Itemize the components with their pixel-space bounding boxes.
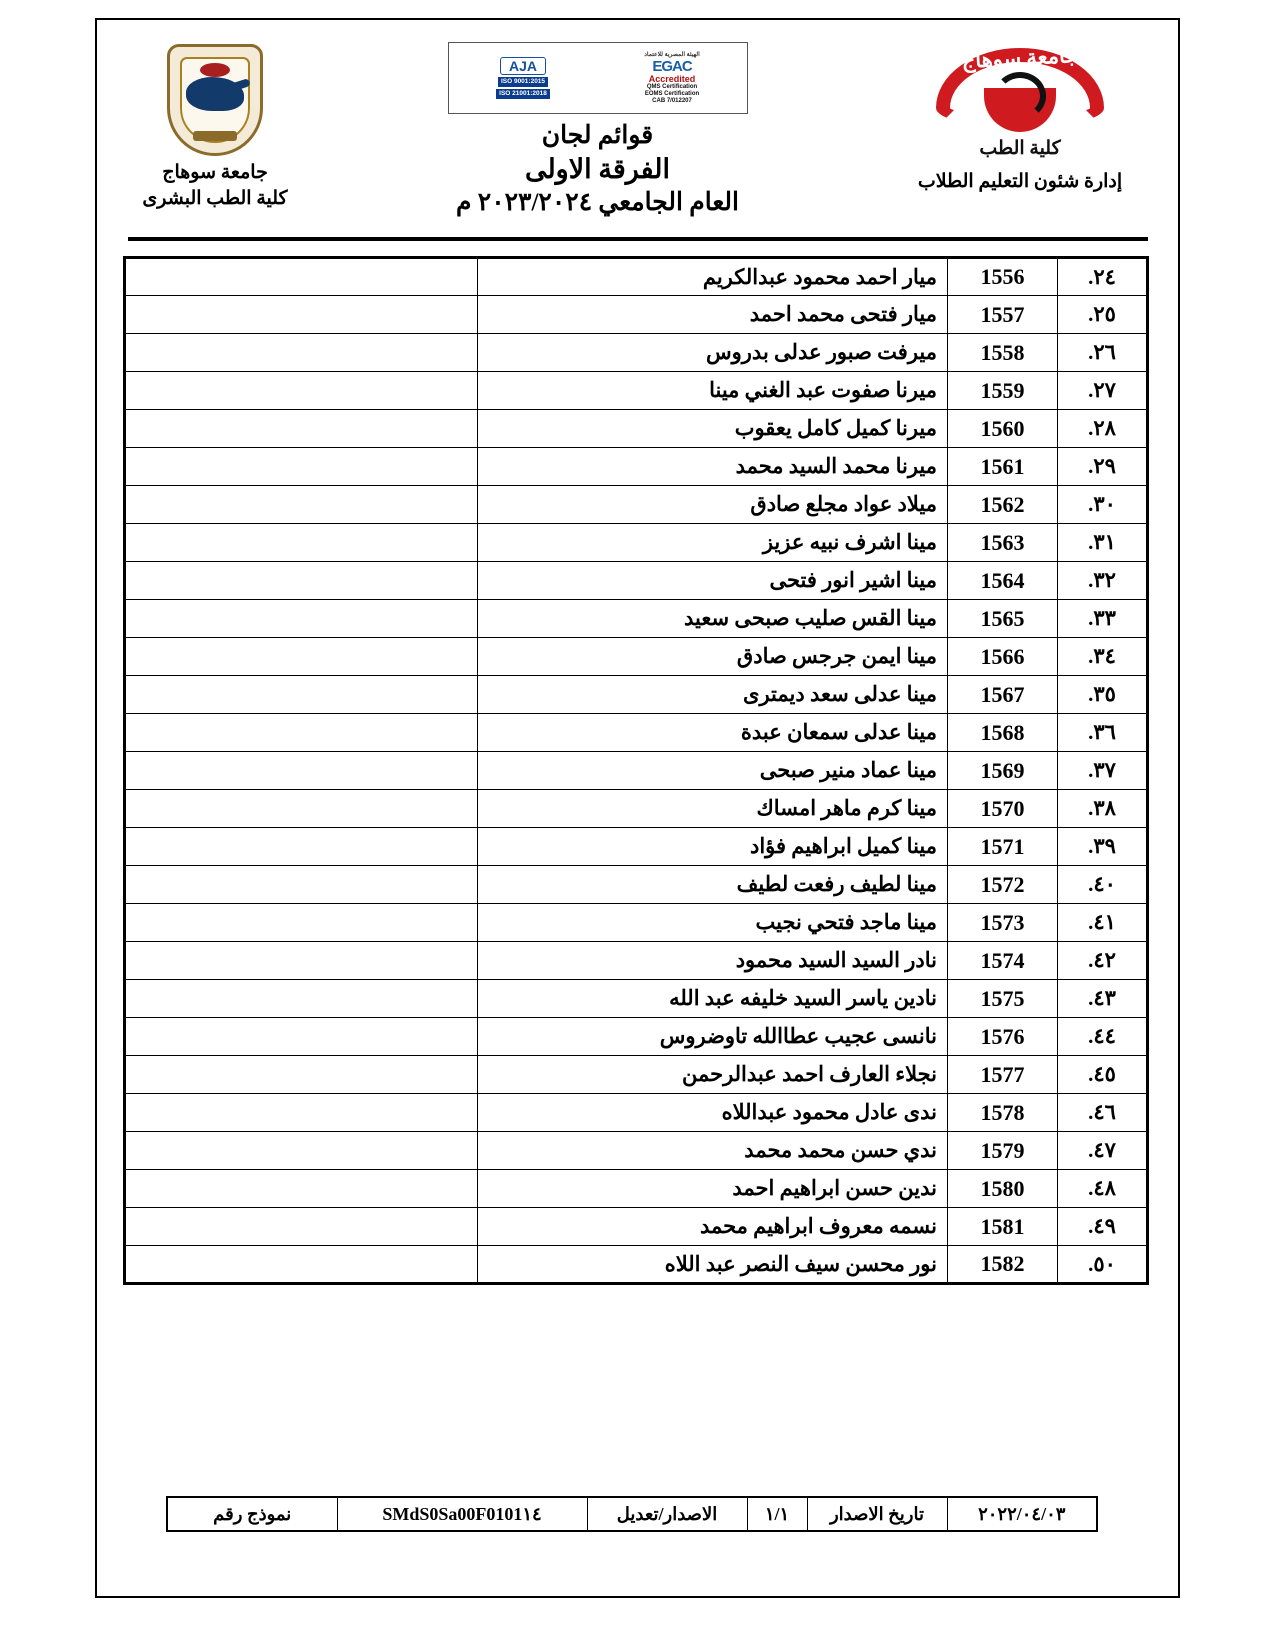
footer-table [166,1496,1098,1532]
row-index: ٣٠. [1058,486,1148,524]
university-identity [110,40,320,212]
row-number: 1566 [948,638,1058,676]
row-number: 1575 [948,980,1058,1018]
row-index: ٣٤. [1058,638,1148,676]
form-code: SMdS0Sa00F0101١٤ [337,1497,587,1531]
row-signature-cell [125,486,478,524]
row-signature-cell [125,562,478,600]
table-row [125,828,1148,866]
row-index: ٤٩. [1058,1208,1148,1246]
table-row [125,1170,1148,1208]
row-signature-cell [125,258,478,296]
row-number: 1562 [948,486,1058,524]
row-signature-cell [125,752,478,790]
row-signature-cell [125,942,478,980]
row-number: 1561 [948,448,1058,486]
row-index: ٤٢. [1058,942,1148,980]
row-index: ٣٦. [1058,714,1148,752]
issue-date-label: تاريخ الاصدار [807,1497,947,1531]
row-number: 1574 [948,942,1058,980]
row-student-name: مينا اشير انور فتحى [478,562,948,600]
egac-logo-icon: الهيئة المصرية للاعتماد EGAC Accredited QMS Certification EOMS Certification CAB 7/012207 [644,52,700,104]
table-row [125,790,1148,828]
faculty-logo-icon [930,44,1110,164]
table-row [125,296,1148,334]
form-number-label: نموذج رقم [167,1497,337,1531]
row-number: 1582 [948,1246,1058,1284]
table-row [125,334,1148,372]
row-student-name: ندين حسن ابراهيم احمد [478,1170,948,1208]
row-student-name: مينا القس صليب صبحى سعيد [478,600,948,638]
row-index: ٤٨. [1058,1170,1148,1208]
row-signature-cell [125,334,478,372]
row-index: ٣٣. [1058,600,1148,638]
row-student-name: مينا اشرف نبيه عزيز [478,524,948,562]
row-student-name: ميلاد عواد مجلع صادق [478,486,948,524]
title-line-3: العام الجامعي ٢٠٢٣/٢٠٢٤ م [456,189,739,216]
row-index: ٤٦. [1058,1094,1148,1132]
row-index: ٣٧. [1058,752,1148,790]
row-student-name: نادين ياسر السيد خليفه عبد الله [478,980,948,1018]
table-row [125,714,1148,752]
row-student-name: نسمه معروف ابراهيم محمد [478,1208,948,1246]
row-student-name: مينا ايمن جرجس صادق [478,638,948,676]
table-row [125,942,1148,980]
row-index: ٣٨. [1058,790,1148,828]
document-footer [168,1496,1098,1532]
row-student-name: ميار فتحى محمد احمد [478,296,948,334]
row-number: 1579 [948,1132,1058,1170]
faculty-name: كلية الطب البشرى [142,188,288,209]
table-row [125,1018,1148,1056]
row-index: ٤٥. [1058,1056,1148,1094]
title-line-1: قوائم لجان [541,122,654,149]
row-number: 1563 [948,524,1058,562]
table-row [125,524,1148,562]
row-signature-cell [125,600,478,638]
row-number: 1568 [948,714,1058,752]
table-row [125,258,1148,296]
row-index: ٤٤. [1058,1018,1148,1056]
table-row [125,600,1148,638]
row-signature-cell [125,296,478,334]
row-signature-cell [125,980,478,1018]
table-row [125,1208,1148,1246]
revision-value: ١/١ [747,1497,807,1531]
row-student-name: مينا عدلى سمعان عبدة [478,714,948,752]
row-student-name: نجلاء العارف احمد عبدالرحمن [478,1056,948,1094]
row-signature-cell [125,524,478,562]
table-row [125,1132,1148,1170]
row-index: ٢٩. [1058,448,1148,486]
students-table-container [126,256,1149,1285]
table-row [125,372,1148,410]
row-signature-cell [125,1094,478,1132]
row-number: 1581 [948,1208,1058,1246]
table-row [125,866,1148,904]
university-name: جامعة سوهاج [162,162,268,183]
title-area [338,40,858,220]
row-index: ٢٥. [1058,296,1148,334]
row-signature-cell [125,638,478,676]
students-table-body [125,258,1148,1284]
admin-department-label: إدارة شئون التعليم الطلاب [917,171,1123,192]
table-row [125,904,1148,942]
row-number: 1558 [948,334,1058,372]
row-index: ٣٢. [1058,562,1148,600]
row-index: ٢٨. [1058,410,1148,448]
table-row [125,486,1148,524]
faculty-identity [875,40,1165,193]
row-index: ٤١. [1058,904,1148,942]
row-number: 1571 [948,828,1058,866]
row-index: ٢٧. [1058,372,1148,410]
university-crest-icon [167,44,263,156]
row-student-name: نور محسن سيف النصر عبد اللاه [478,1246,948,1284]
table-row [125,676,1148,714]
table-row [125,980,1148,1018]
row-number: 1560 [948,410,1058,448]
row-signature-cell [125,448,478,486]
row-index: ٤٧. [1058,1132,1148,1170]
row-student-name: ميرنا محمد السيد محمد [478,448,948,486]
revision-label: الاصدار/تعديل [587,1497,747,1531]
row-number: 1569 [948,752,1058,790]
row-index: ٥٠. [1058,1246,1148,1284]
row-number: 1564 [948,562,1058,600]
row-index: ٣٩. [1058,828,1148,866]
row-student-name: مينا كرم ماهر امساك [478,790,948,828]
row-student-name: نادر السيد السيد محمود [478,942,948,980]
table-row [125,448,1148,486]
row-student-name: نانسى عجيب عطاالله تاوضروس [478,1018,948,1056]
row-number: 1570 [948,790,1058,828]
faculty-logo-bottom-text: كلية الطب [979,138,1061,159]
row-signature-cell [125,790,478,828]
row-signature-cell [125,1132,478,1170]
row-signature-cell [125,1208,478,1246]
row-index: ٣٥. [1058,676,1148,714]
row-signature-cell [125,676,478,714]
faculty-logo-top-text: جامعة سوهاج [961,42,1079,74]
table-row [125,638,1148,676]
row-student-name: ميرفت صبور عدلى بدروس [478,334,948,372]
row-signature-cell [125,904,478,942]
table-row [125,1094,1148,1132]
header-divider [128,237,1148,241]
row-student-name: ميرنا كميل كامل يعقوب [478,410,948,448]
row-student-name: ميار احمد محمود عبدالكريم [478,258,948,296]
row-signature-cell [125,828,478,866]
row-signature-cell [125,1018,478,1056]
row-signature-cell [125,1056,478,1094]
document-header [110,40,1165,235]
row-number: 1565 [948,600,1058,638]
row-signature-cell [125,372,478,410]
accreditation-logos [448,42,748,114]
row-number: 1576 [948,1018,1058,1056]
row-student-name: ندي حسن محمد محمد [478,1132,948,1170]
table-row [125,562,1148,600]
row-index: ٢٦. [1058,334,1148,372]
aja-logo-icon: AJA ISO 9001:2015 ISO 21001:2018 [449,43,598,113]
row-signature-cell [125,1246,478,1284]
row-student-name: مينا ماجد فتحي نجيب [478,904,948,942]
row-signature-cell [125,714,478,752]
row-number: 1580 [948,1170,1058,1208]
footer-row [167,1497,1097,1531]
row-number: 1556 [948,258,1058,296]
row-number: 1573 [948,904,1058,942]
row-number: 1557 [948,296,1058,334]
table-row [125,1246,1148,1284]
students-table [123,256,1149,1285]
title-line-2: الفرقة الاولى [524,154,671,184]
row-student-name: مينا عماد منير صبحى [478,752,948,790]
page-title [338,120,858,220]
row-student-name: ميرنا صفوت عبد الغني مينا [478,372,948,410]
row-index: ٢٤. [1058,258,1148,296]
table-row [125,752,1148,790]
row-student-name: مينا كميل ابراهيم فؤاد [478,828,948,866]
row-number: 1572 [948,866,1058,904]
row-student-name: ندى عادل محمود عبداللاه [478,1094,948,1132]
row-signature-cell [125,866,478,904]
row-signature-cell [125,410,478,448]
row-index: ٤٠. [1058,866,1148,904]
row-student-name: مينا عدلى سعد ديمترى [478,676,948,714]
table-row [125,410,1148,448]
row-signature-cell [125,1170,478,1208]
row-number: 1578 [948,1094,1058,1132]
row-number: 1567 [948,676,1058,714]
issue-date-value: ٢٠٢٢/٠٤/٠٣ [947,1497,1097,1531]
row-index: ٣١. [1058,524,1148,562]
table-row [125,1056,1148,1094]
row-number: 1559 [948,372,1058,410]
row-student-name: مينا لطيف رفعت لطيف [478,866,948,904]
row-index: ٤٣. [1058,980,1148,1018]
row-number: 1577 [948,1056,1058,1094]
